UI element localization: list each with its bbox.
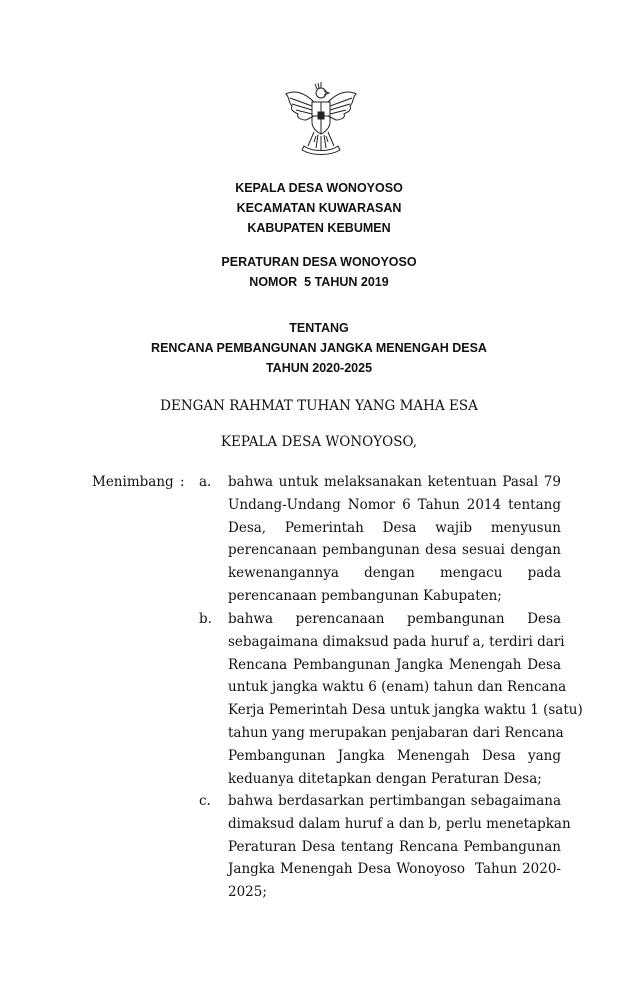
item-line: dimaksud dalam huruf a dan b, perlu menetapkan bbox=[228, 815, 571, 832]
item-line: untuk jangka waktu 6 (enam) tahun dan Rencana bbox=[228, 679, 567, 696]
kepala-line: KEPALA DESA WONOYOSO, bbox=[220, 434, 418, 450]
header-line: TENTANG bbox=[289, 321, 349, 335]
item-line: bahwa untuk melaksanakan ketentuan Pasal 79 bbox=[228, 474, 561, 490]
menimbang-label: Menimbang bbox=[92, 474, 174, 490]
item-line: tahun yang merupakan penjabaran dari Rencana bbox=[228, 724, 564, 741]
item-line: kewenangannya dengan mengacu pada bbox=[228, 565, 561, 582]
item-line: Kerja Pemerintah Desa untuk jangka waktu 1 (satu) bbox=[228, 702, 583, 719]
item-text bbox=[228, 790, 571, 904]
header-line: RENCANA PEMBANGUNAN JANGKA MENENGAH DESA bbox=[151, 341, 487, 355]
header-line: KECAMATAN KUWARASAN bbox=[236, 201, 402, 215]
header-line: TAHUN 2020-2025 bbox=[265, 361, 373, 375]
header-line: KABUPATEN KEBUMEN bbox=[247, 221, 391, 235]
item-marker: c. bbox=[199, 793, 211, 809]
item-line: Peraturan Desa tentang Rencana Pembangunan bbox=[228, 838, 561, 855]
header-institution bbox=[0, 178, 638, 238]
item-line: bahwa perencanaan pembangunan Desa bbox=[228, 611, 561, 627]
item-line: Pembangunan Jangka Menengah Desa yang bbox=[228, 747, 561, 764]
header-line: PERATURAN DESA WONOYOSO bbox=[221, 255, 417, 269]
item-text bbox=[228, 608, 583, 790]
item-line: sebagaimana dimaksud pada huruf a, terdiri dari bbox=[228, 633, 565, 650]
item-line: perencanaan pembangunan Kabupaten; bbox=[228, 587, 502, 604]
menimbang-colon: : bbox=[180, 474, 185, 490]
header-regulation bbox=[0, 252, 638, 292]
rahmat-line: DENGAN RAHMAT TUHAN YANG MAHA ESA bbox=[160, 398, 478, 414]
item-marker: b. bbox=[199, 611, 212, 627]
item-line: Jangka Menengah Desa Wonoyoso Tahun 2020- bbox=[228, 861, 561, 878]
item-line: Rencana Pembangunan Jangka Menengah Desa bbox=[228, 656, 561, 673]
garuda-emblem-icon bbox=[280, 80, 362, 162]
item-text bbox=[228, 471, 561, 608]
header-line: NOMOR 5 TAHUN 2019 bbox=[249, 275, 389, 289]
item-marker: a. bbox=[199, 474, 212, 490]
item-line: keduanya ditetapkan dengan Peraturan Desa; bbox=[228, 770, 542, 787]
item-line: perencanaan pembangunan desa sesuai dengan bbox=[228, 542, 561, 559]
item-line: Undang-Undang Nomor 6 Tahun 2014 tentang bbox=[228, 496, 561, 513]
header-subject bbox=[0, 318, 638, 378]
item-line: Desa, Pemerintah Desa wajib menyusun bbox=[228, 519, 561, 536]
item-line: bahwa berdasarkan pertimbangan sebagaimana bbox=[228, 793, 561, 809]
item-line: 2025; bbox=[228, 884, 267, 901]
header-line: KEPALA DESA WONOYOSO bbox=[235, 181, 403, 195]
